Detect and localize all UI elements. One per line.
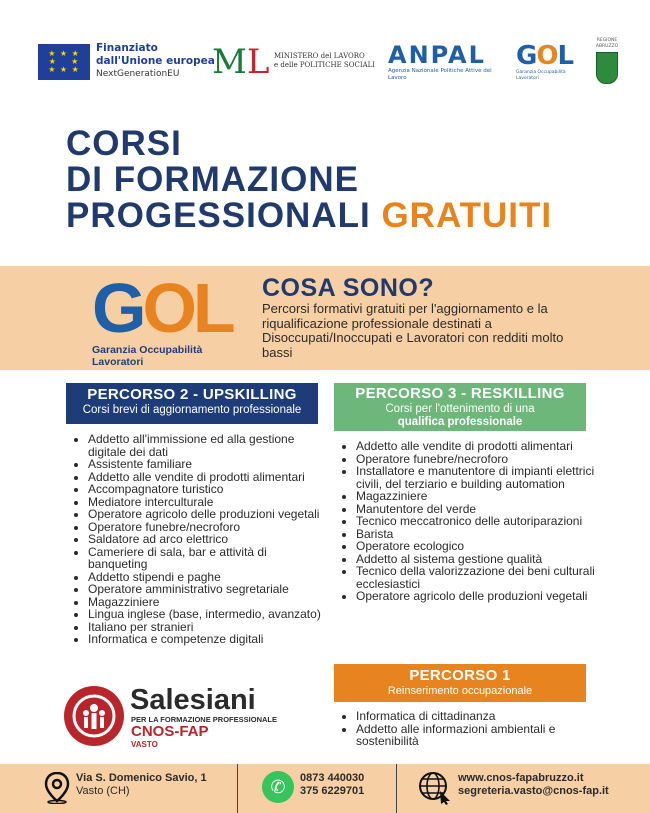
list-item: • Addetto al sistema gestione qualità [356,553,600,566]
gol-small-mark-icon: GOL [516,41,574,71]
list-item: • Informatica di cittadinanza [356,710,604,723]
list-item: • Lingua inglese (base, intermedio, avanzato) [88,608,328,621]
list-item: • Informatica e competenze digitali [88,633,328,646]
gol-small-logo [516,42,582,82]
gol-mark-icon: GOL [92,269,232,347]
list-item: • Addetto all'immissione ed alla gestione digitale dei dati [88,433,328,458]
list-item: • Tecnico della valorizzazione dei beni culturali ecclesiastici [356,565,600,590]
gol-small-sub: Garanzia Occupabilità Lavoratori [516,70,566,81]
email-link[interactable]: segreteria.vasto@cnos-fap.it [458,785,609,797]
intro-heading: COSA SONO? [262,274,435,302]
list-item: • Magazziniere [88,596,328,609]
salesiani-logo [64,686,324,750]
list-item: • Addetto stipendi e paghe [88,571,328,584]
list-item: • Assistente familiare [88,458,328,471]
percorso3-header [334,383,586,431]
percorso2-title: PERCORSO 2 - UPSKILLING [87,386,297,403]
list-item: • Saldatore ad arco elettrico [88,533,328,546]
eu-line3: NextGenerationEU [96,69,180,79]
title-line1: CORSI [66,124,182,163]
list-item: • Manutentore del verde [356,503,600,516]
percorso3-list [338,440,600,603]
list-item: • Mediatore interculturale [88,496,328,509]
gol-caption: Garanzia Occupabilità Lavoratori [92,344,203,368]
percorso3-subtitle-bold: qualifica professionale [397,416,523,428]
intro-text: Percorsi formativi gratuiti per l'aggiornamento e la riqualificazione professionale destinati a Disoccupati/Inoccupati e Lavoratori con redditi molto bassi [262,301,564,360]
ministry-logo-icon: ML [212,42,270,82]
list-item: • Operatore amministrativo segretariale [88,583,328,596]
percorso1-header [334,664,586,702]
region-shield-icon [596,52,618,84]
list-item: • Operatore funebre/necroforo [356,453,600,466]
anpal-sub: Agenzia Nazionale Politiche Attive del Lavoro [388,68,492,81]
list-item: • Magazziniere [356,490,600,503]
phone-1[interactable]: 0873 440030 [300,772,365,784]
list-item: • Operatore agricolo delle produzioni vegetali [356,590,600,603]
salesiani-city: VASTO [131,740,158,749]
list-item: • Tecnico meccatronico delle autoriparazioni [356,515,600,528]
percorso1-subtitle: Reinserimento occupazionale [387,685,533,697]
ministry-text [274,52,375,70]
globe-icon [418,771,452,805]
salesiani-emblem-icon [64,686,124,746]
footer-divider [237,764,238,813]
phone-2[interactable]: 375 6229701 [300,785,365,797]
list-item: • Operatore agricolo delle produzioni vegetali [88,508,328,521]
percorso2-list [70,433,328,646]
percorso1-title: PERCORSO 1 [409,667,511,684]
intro-band [0,266,650,370]
percorso1-list [338,710,604,748]
address-city: Vasto (CH) [76,785,130,797]
ministry-line1: MINISTERO del LAVORO [274,52,365,60]
title-line3: PROGESSIONALI [66,196,371,235]
anpal-logo [388,42,504,82]
list-item: • Addetto alle vendite di prodotti alimentari [356,440,600,453]
page-title [66,126,552,234]
list-item: • Addetto alle vendite di prodotti alimentari [88,471,328,484]
list-item: • Operatore funebre/necroforo [88,521,328,534]
footer [0,764,650,813]
anpal-name: ANPAL [388,41,486,69]
salesiani-sub: PER LA FORMAZIONE PROFESSIONALE [131,715,277,724]
footer-web [458,772,609,798]
percorso3-subtitle: Corsi per l'ottenimento di una [385,403,535,415]
eu-funding-text [96,42,215,81]
salesiani-name: Salesiani [130,684,256,716]
list-item: • Cameriere di sala, bar e attività di banqueting [88,546,328,571]
list-item: • Operatore ecologico [356,540,600,553]
eu-flag-icon: ★ ★ ★ ★ ★ ★ ★ ★ [38,44,90,80]
percorso3-title: PERCORSO 3 - RESKILLING [355,385,565,402]
region-logo [592,38,622,86]
list-item: • Barista [356,528,600,541]
footer-address [76,772,207,798]
website-link[interactable]: www.cnos-fapabruzzo.it [458,772,584,784]
location-pin-icon [44,772,70,804]
region-label: REGIONE ABRUZZO [595,38,619,49]
list-item: • Italiano per stranieri [88,621,328,634]
whatsapp-icon: ✆ [262,771,294,803]
ministry-line2: e delle POLITICHE SOCIALI [274,61,376,69]
percorso2-header [66,383,318,424]
title-line2: DI FORMAZIONE [66,160,359,199]
title-highlight: GRATUITI [381,196,553,235]
footer-phones [300,772,364,798]
partner-logos [0,36,650,96]
list-item: • Installatore e manutentore di impianti elettrici civili, del terziario e building automation [356,465,600,490]
salesiani-cnos: CNOS-FAP [131,723,209,740]
eu-line2: dall'Unione europea [96,55,215,67]
gol-logo [92,269,252,368]
percorso2-subtitle: Corsi brevi di aggiornamento professionale [82,404,302,416]
list-item: • Addetto alle informazioni ambientali e sostenibilità [356,723,604,748]
footer-divider [396,764,397,813]
eu-line1: Finanziato [96,42,158,54]
list-item: • Accompagnatore turistico [88,483,328,496]
address-line: Via S. Domenico Savio, 1 [76,772,207,784]
